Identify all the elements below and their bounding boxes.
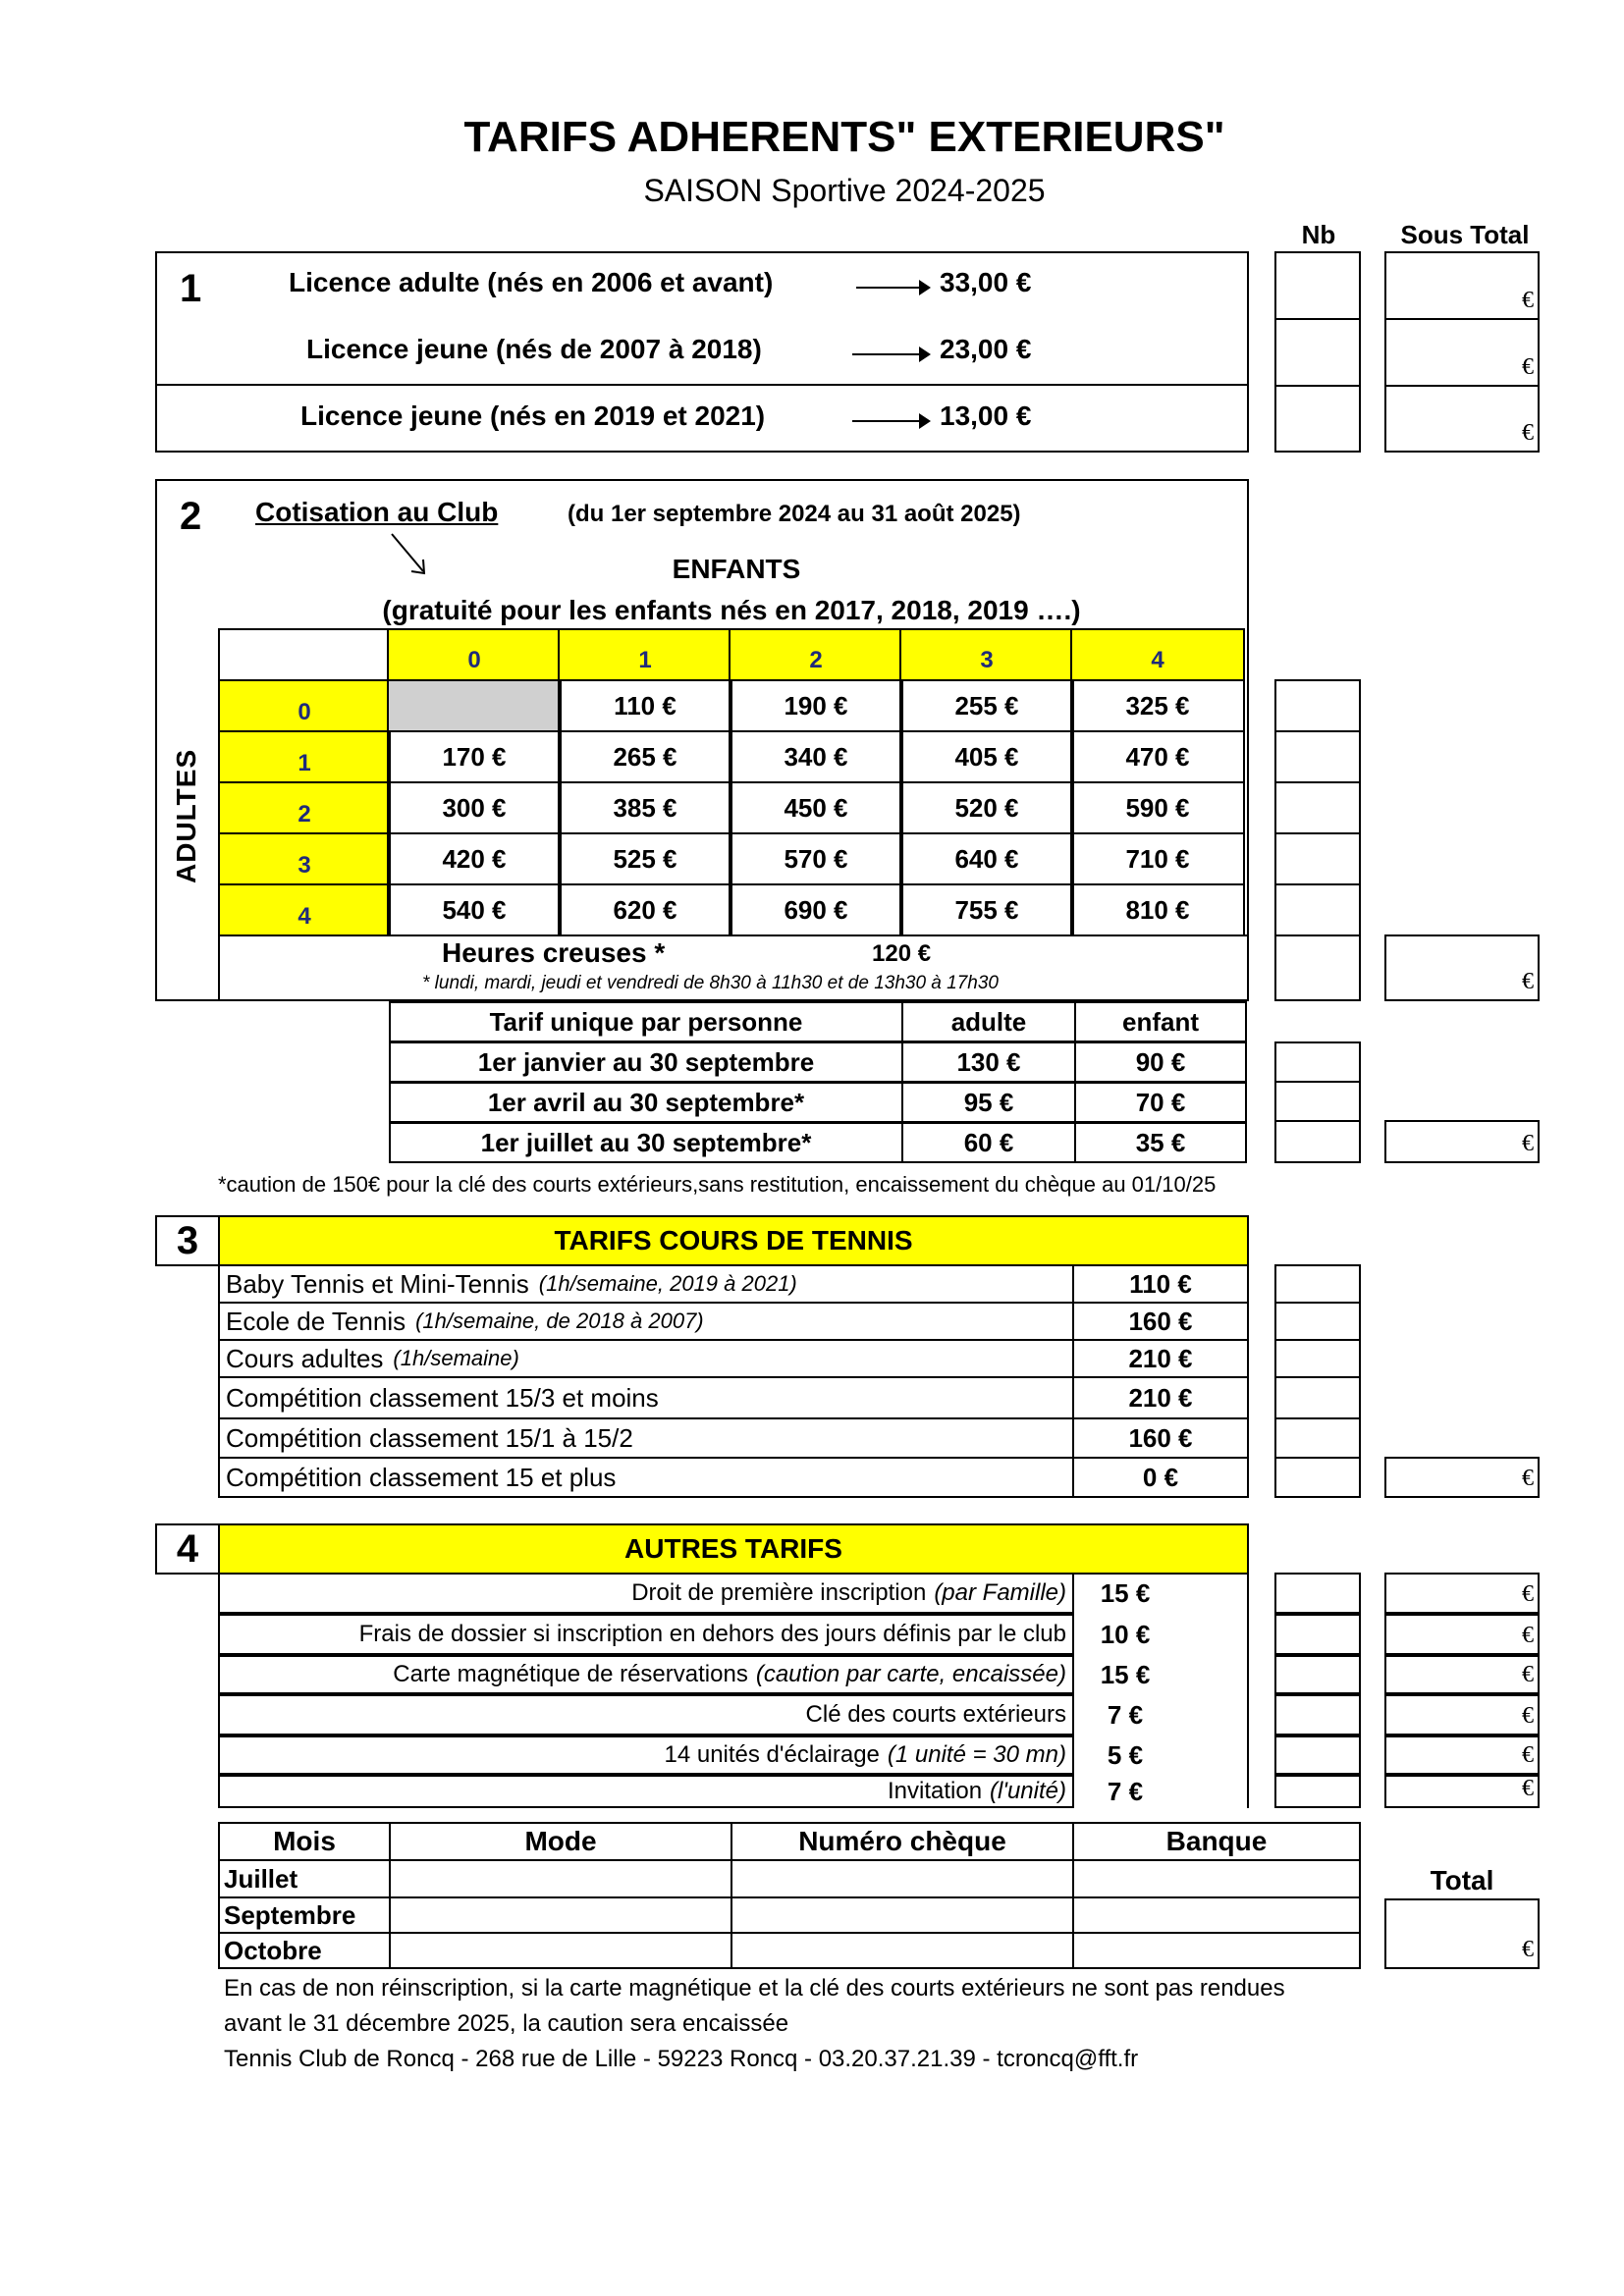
course-price: 210 € <box>1072 1339 1249 1378</box>
grid-price-cell: 470 € <box>1070 730 1245 783</box>
tarif-unique-period: 1er juillet au 30 septembre* <box>389 1122 903 1163</box>
tarif-unique-period: 1er avril au 30 septembre* <box>389 1082 903 1123</box>
sous-total-field[interactable]: € <box>1384 1120 1540 1163</box>
course-label: Compétition classement 15/3 et moins <box>226 1382 659 1413</box>
col-sous-total-header: Sous Total <box>1400 219 1530 249</box>
sous-total-field[interactable]: € <box>1384 1694 1540 1735</box>
adultes-label: ADULTES <box>171 748 201 883</box>
arrow-icon <box>852 353 927 355</box>
payment-header: Banque <box>1072 1822 1361 1861</box>
enfants-heading: ENFANTS <box>672 554 801 584</box>
payment-month: Octobre <box>218 1932 391 1969</box>
grid-price-cell: 325 € <box>1070 679 1245 732</box>
grid-col-header-enfants: 4 <box>1070 628 1245 681</box>
arrow-icon <box>856 287 927 289</box>
autre-tarif-label: Frais de dossier si inscription en dehors des jours définis par le club <box>358 1621 1066 1647</box>
tarif-unique-adulte-price: 130 € <box>901 1041 1076 1083</box>
arrow-down-right-icon <box>388 530 432 579</box>
autre-tarif-price: 7 € <box>1107 1776 1144 1806</box>
heures-creuses-note: * lundi, mardi, jeudi et vendredi de 8h30 à 11h30 et de 13h30 à 17h30 <box>422 973 999 993</box>
payment-input[interactable] <box>731 1932 1074 1969</box>
section1-divider <box>155 384 1249 386</box>
page-subtitle: SAISON Sportive 2024-2025 <box>643 172 1046 208</box>
footer-line3: Tennis Club de Roncq - 268 rue de Lille - 59223 Roncq - 03.20.37.21.39 - tcroncq@fft.fr <box>224 2046 1139 2072</box>
sous-total-field[interactable]: € <box>1384 934 1540 1001</box>
arrow-head-icon <box>919 347 931 362</box>
caution-note: *caution de 150€ pour la clé des courts extérieurs,sans restitution, encaissement du chèque au 01/10/25 <box>218 1172 1217 1197</box>
arrow-icon <box>852 420 927 422</box>
grid-row-header-adultes: 3 <box>218 832 391 885</box>
nb-input[interactable] <box>1274 1614 1361 1655</box>
grid-price-cell: 590 € <box>1070 781 1245 834</box>
nb-input[interactable] <box>1274 1417 1361 1459</box>
autre-tarif-label-cell <box>218 1614 1074 1655</box>
grid-price-cell: 340 € <box>729 730 903 783</box>
nb-input[interactable] <box>1274 934 1361 1001</box>
course-label: Ecole de Tennis <box>226 1306 406 1336</box>
nb-input[interactable] <box>1274 1573 1361 1614</box>
autre-tarif-label-cell <box>218 1735 1074 1775</box>
tarif-unique-enfant-price: 90 € <box>1074 1041 1247 1083</box>
autre-tarif-label: Carte magnétique de réservations <box>393 1661 748 1687</box>
grid-col-header-enfants: 0 <box>387 628 562 681</box>
licence-jeune-label: Licence jeune (nés de 2007 à 2018) <box>306 334 762 364</box>
autre-tarif-label: Droit de première inscription <box>631 1579 927 1606</box>
grid-price-cell: 265 € <box>558 730 732 783</box>
nb-input[interactable] <box>1274 1120 1361 1163</box>
section2-number: 2 <box>180 495 202 538</box>
grid-price-cell: 520 € <box>899 781 1074 834</box>
section1-number: 1 <box>180 267 202 310</box>
grid-price-cell: 640 € <box>899 832 1074 885</box>
grid-price-cell: 450 € <box>729 781 903 834</box>
col-nb-header: Nb <box>1301 219 1336 249</box>
sous-total-field[interactable]: € <box>1384 385 1540 453</box>
grid-price-cell: 420 € <box>387 832 562 885</box>
grid-price-cell: 110 € <box>558 679 732 732</box>
grid-col-header-enfants: 1 <box>558 628 732 681</box>
grid-row-header-adultes: 0 <box>218 679 391 732</box>
tarif-unique-header-adulte: adulte <box>901 1001 1076 1042</box>
tarif-unique-header-enfant: enfant <box>1074 1001 1247 1042</box>
grid-col-header-enfants: 2 <box>729 628 903 681</box>
payment-input[interactable] <box>731 1859 1074 1898</box>
payment-input[interactable] <box>731 1896 1074 1934</box>
cotisation-period: (du 1er septembre 2024 au 31 août 2025) <box>568 501 1021 527</box>
nb-input[interactable] <box>1274 1735 1361 1775</box>
grid-corner <box>218 628 391 681</box>
grid-price-cell: 385 € <box>558 781 732 834</box>
grid-price-cell: 255 € <box>899 679 1074 732</box>
cotisation-title: Cotisation au Club <box>255 497 499 527</box>
nb-input[interactable] <box>1274 318 1361 387</box>
section4-number-box <box>155 1523 220 1575</box>
sous-total-field[interactable]: € <box>1384 1573 1540 1614</box>
course-label-cell <box>218 1376 1074 1419</box>
nb-input[interactable] <box>1274 883 1361 936</box>
nb-input[interactable] <box>1274 1694 1361 1735</box>
course-label: Compétition classement 15/1 à 15/2 <box>226 1422 633 1453</box>
autre-tarif-detail: (caution par carte, encaissée) <box>755 1661 1066 1687</box>
nb-input[interactable] <box>1274 1041 1361 1083</box>
payment-header: Mois <box>218 1822 391 1861</box>
tarif-unique-adulte-price: 60 € <box>901 1122 1076 1163</box>
section4-title: AUTRES TARIFS <box>218 1523 1249 1575</box>
autre-tarif-label-cell <box>218 1655 1074 1694</box>
payment-input[interactable] <box>389 1896 732 1934</box>
course-price: 160 € <box>1072 1302 1249 1341</box>
nb-input[interactable] <box>1274 1376 1361 1419</box>
grid-empty-cell <box>387 679 562 732</box>
nb-input[interactable] <box>1274 679 1361 732</box>
section3-number: 3 <box>176 1218 199 1262</box>
course-label: Cours adultes <box>226 1343 384 1373</box>
payment-input[interactable] <box>389 1932 732 1969</box>
grid-price-cell: 570 € <box>729 832 903 885</box>
sous-total-field[interactable]: € <box>1384 1655 1540 1694</box>
licence-jeune2-price: 13,00 € <box>940 400 1032 431</box>
autre-tarif-price: 7 € <box>1107 1699 1144 1730</box>
sous-total-field[interactable]: € <box>1384 318 1540 387</box>
payment-input[interactable] <box>1072 1859 1361 1898</box>
autre-tarif-label-cell <box>218 1775 1074 1808</box>
autre-tarif-price: 5 € <box>1107 1739 1144 1770</box>
nb-input[interactable] <box>1274 1081 1361 1122</box>
grid-row-header-adultes: 1 <box>218 730 391 783</box>
autre-tarif-detail: (1 unité = 30 mn) <box>887 1741 1066 1768</box>
grid-row-header-adultes: 2 <box>218 781 391 834</box>
page-title: TARIFS ADHERENTS" EXTERIEURS" <box>463 113 1225 161</box>
payment-month: Septembre <box>218 1896 391 1934</box>
sous-total-field[interactable]: € <box>1384 1735 1540 1775</box>
sous-total-field[interactable]: € <box>1384 1457 1540 1498</box>
autre-tarif-detail: (l'unité) <box>990 1778 1066 1804</box>
course-detail: (1h/semaine) <box>393 1346 519 1370</box>
tarif-unique-adulte-price: 95 € <box>901 1082 1076 1123</box>
tarif-unique-period: 1er janvier au 30 septembre <box>389 1041 903 1083</box>
licence-adulte-label: Licence adulte (nés en 2006 et avant) <box>289 267 774 297</box>
grid-price-cell: 710 € <box>1070 832 1245 885</box>
grid-price-cell: 810 € <box>1070 883 1245 936</box>
nb-input[interactable] <box>1274 730 1361 783</box>
section3-number-box <box>155 1215 220 1266</box>
course-price: 110 € <box>1072 1264 1249 1304</box>
course-label-cell <box>218 1264 1074 1304</box>
tarif-unique-header: Tarif unique par personne <box>389 1001 903 1042</box>
course-price: 0 € <box>1072 1457 1249 1498</box>
arrow-head-icon <box>919 280 931 295</box>
heures-creuses-label: Heures creuses * <box>442 937 666 968</box>
autre-tarif-price: 15 € <box>1100 1659 1151 1689</box>
course-label: Compétition classement 15 et plus <box>226 1462 617 1492</box>
grid-price-cell: 525 € <box>558 832 732 885</box>
nb-input[interactable] <box>1274 1655 1361 1694</box>
nb-input[interactable] <box>1274 781 1361 834</box>
autre-tarif-detail: (par Famille) <box>934 1579 1066 1606</box>
grid-price-cell: 540 € <box>387 883 562 936</box>
sous-total-field[interactable]: € <box>1384 1614 1540 1655</box>
section4-border <box>1247 1573 1249 1808</box>
course-label-cell <box>218 1417 1074 1459</box>
total-label: Total <box>1430 1865 1494 1896</box>
arrow-head-icon <box>919 413 931 429</box>
course-detail: (1h/semaine, 2019 à 2021) <box>538 1271 797 1296</box>
grid-price-cell: 690 € <box>729 883 903 936</box>
autre-tarif-label: 14 unités d'éclairage <box>664 1741 880 1768</box>
sous-total-field[interactable]: € <box>1384 251 1540 320</box>
payment-input[interactable] <box>1072 1896 1361 1934</box>
grid-price-cell: 170 € <box>387 730 562 783</box>
nb-input[interactable] <box>1274 1457 1361 1498</box>
payment-month: Juillet <box>218 1859 391 1898</box>
tarif-unique-enfant-price: 35 € <box>1074 1122 1247 1163</box>
heures-creuses-price: 120 € <box>872 940 932 967</box>
nb-input[interactable] <box>1274 832 1361 885</box>
footer-line2: avant le 31 décembre 2025, la caution sera encaissée <box>224 2010 789 2037</box>
autre-tarif-label-cell <box>218 1573 1074 1614</box>
nb-input[interactable] <box>1274 1339 1361 1378</box>
grid-price-cell: 620 € <box>558 883 732 936</box>
course-label-cell <box>218 1457 1074 1498</box>
payment-input[interactable] <box>1072 1932 1361 1969</box>
course-price: 160 € <box>1072 1417 1249 1459</box>
section4-number: 4 <box>176 1526 199 1571</box>
autre-tarif-price: 10 € <box>1100 1619 1151 1649</box>
autre-tarif-price: 15 € <box>1100 1577 1151 1608</box>
total-field[interactable]: € <box>1384 1898 1540 1969</box>
nb-input[interactable] <box>1274 1302 1361 1341</box>
nb-input[interactable] <box>1274 251 1361 320</box>
footer-line1: En cas de non réinscription, si la carte magnétique et la clé des courts extérieurs ne sont pas rendues <box>224 1975 1285 2002</box>
grid-price-cell: 300 € <box>387 781 562 834</box>
licence-jeune-price: 23,00 € <box>940 334 1032 364</box>
licence-jeune2-label: Licence jeune (nés en 2019 et 2021) <box>300 400 766 431</box>
payment-header: Mode <box>389 1822 732 1861</box>
course-label-cell <box>218 1302 1074 1341</box>
section3-title: TARIFS COURS DE TENNIS <box>218 1215 1249 1266</box>
course-label-cell <box>218 1339 1074 1378</box>
licence-adulte-price: 33,00 € <box>940 267 1032 297</box>
course-detail: (1h/semaine, de 2018 à 2007) <box>415 1308 704 1333</box>
course-price: 210 € <box>1072 1376 1249 1419</box>
autre-tarif-label: Clé des courts extérieurs <box>805 1701 1066 1728</box>
grid-col-header-enfants: 3 <box>899 628 1074 681</box>
payment-input[interactable] <box>389 1859 732 1898</box>
autre-tarif-label: Invitation <box>887 1778 983 1804</box>
gratuite-note: (gratuité pour les enfants nés en 2017, 2018, 2019 ….) <box>382 595 1081 625</box>
course-label: Baby Tennis et Mini-Tennis <box>226 1268 529 1299</box>
grid-price-cell: 190 € <box>729 679 903 732</box>
grid-price-cell: 405 € <box>899 730 1074 783</box>
sous-total-field[interactable]: € <box>1384 1775 1540 1808</box>
tarif-unique-enfant-price: 70 € <box>1074 1082 1247 1123</box>
grid-price-cell: 755 € <box>899 883 1074 936</box>
autre-tarif-label-cell <box>218 1694 1074 1735</box>
nb-input[interactable] <box>1274 1775 1361 1808</box>
nb-input[interactable] <box>1274 1264 1361 1304</box>
nb-input[interactable] <box>1274 385 1361 453</box>
payment-header: Numéro chèque <box>731 1822 1074 1861</box>
grid-row-header-adultes: 4 <box>218 883 391 936</box>
